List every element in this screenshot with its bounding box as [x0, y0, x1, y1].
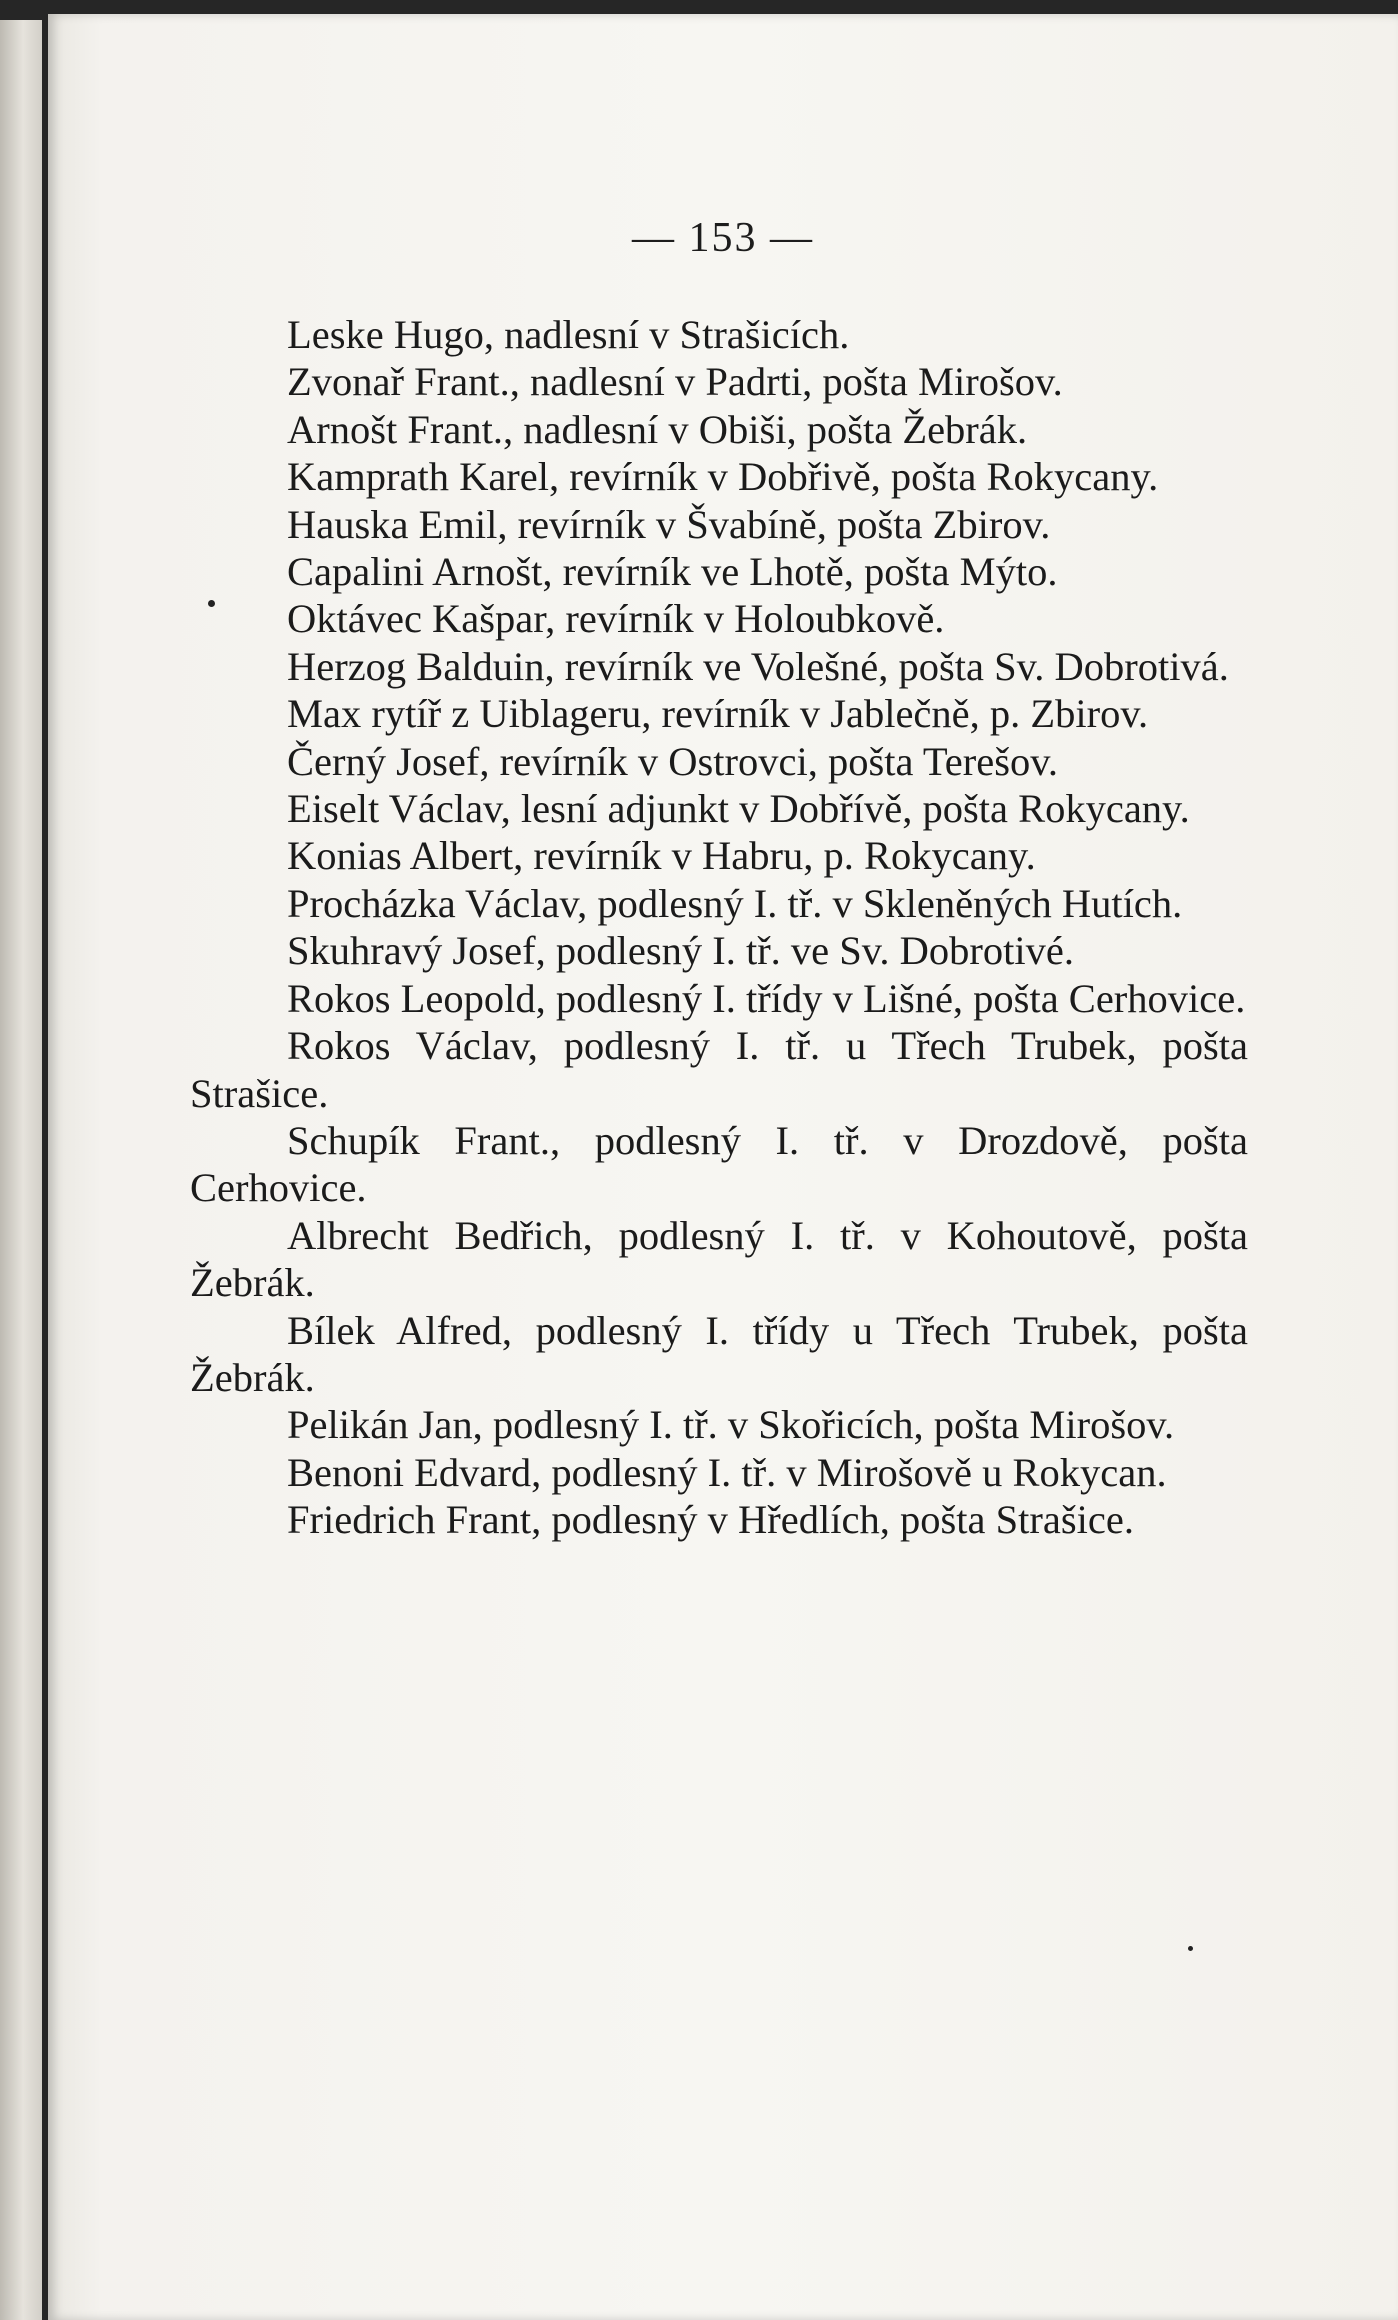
list-item: Eiselt Václav, lesní adjunkt v Dobřívě, pošta Rokycany.: [287, 786, 1190, 832]
print-speck: [208, 600, 215, 607]
list-item: Kamprath Karel, revírník v Dobřivě, pošta Rokycany.: [287, 454, 1159, 500]
list-item: Friedrich Frant, podlesný v Hředlích, pošta Strašice.: [287, 1497, 1134, 1543]
list-item: Hauska Emil, revírník v Švabíně, pošta Zbirov.: [287, 501, 1051, 547]
list-item: Benoni Edvard, podlesný I. tř. v Mirošově u Rokycan.: [287, 1449, 1167, 1495]
list-item: Oktávec Kašpar, revírník v Holoubkově.: [287, 596, 945, 642]
page-number: — 153 —: [632, 215, 814, 261]
list-item: Arnošt Frant., nadlesní v Obiši, pošta Žebrák.: [287, 406, 1028, 452]
previous-page-edge: [0, 20, 42, 2320]
list-item: Herzog Balduin, revírník ve Volešné, pošta Sv. Dobrotivá.: [287, 643, 1229, 689]
book-page: [48, 14, 1398, 2320]
list-item: Max rytíř z Uiblageru, revírník v Jablečně, p. Zbirov.: [287, 691, 1149, 737]
list-item: Zvonař Frant., nadlesní v Padrti, pošta Mirošov.: [287, 359, 1063, 405]
list-item: Leske Hugo, nadlesní v Strašicích.: [287, 312, 850, 357]
list-item: Černý Josef, revírník v Ostrovci, pošta Terešov.: [287, 738, 1059, 784]
list-item: Rokos Leopold, podlesný I. třídy v Lišné, pošta Cerhovice.: [287, 975, 1246, 1021]
list-item: Konias Albert, revírník v Habru, p. Rokycany.: [287, 833, 1036, 879]
list-item: Pelikán Jan, podlesný I. tř. v Skořicích, pošta Mirošov.: [287, 1402, 1175, 1448]
list-item: Albrecht Bedřich, podlesný I. tř. v Kohoutově, pošta Žebrák.: [190, 1212, 1248, 1306]
entry-list: [190, 311, 1248, 1544]
list-item: Bílek Alfred, podlesný I. třídy u Třech Trubek, pošta Žebrák.: [190, 1307, 1248, 1400]
print-speck: [1188, 1946, 1193, 1951]
list-item: Schupík Frant., podlesný I. tř. v Drozdově, pošta Cerhovice.: [190, 1117, 1248, 1211]
list-item: Capalini Arnošt, revírník ve Lhotě, pošta Mýto.: [287, 549, 1058, 595]
list-item: Rokos Václav, podlesný I. tř. u Třech Trubek, pošta Strašice.: [190, 1023, 1248, 1116]
list-item: Skuhravý Josef, podlesný I. tř. ve Sv. Dobrotivé.: [287, 928, 1075, 974]
list-item: Procházka Václav, podlesný I. tř. v Skleněných Hutích.: [287, 880, 1183, 926]
